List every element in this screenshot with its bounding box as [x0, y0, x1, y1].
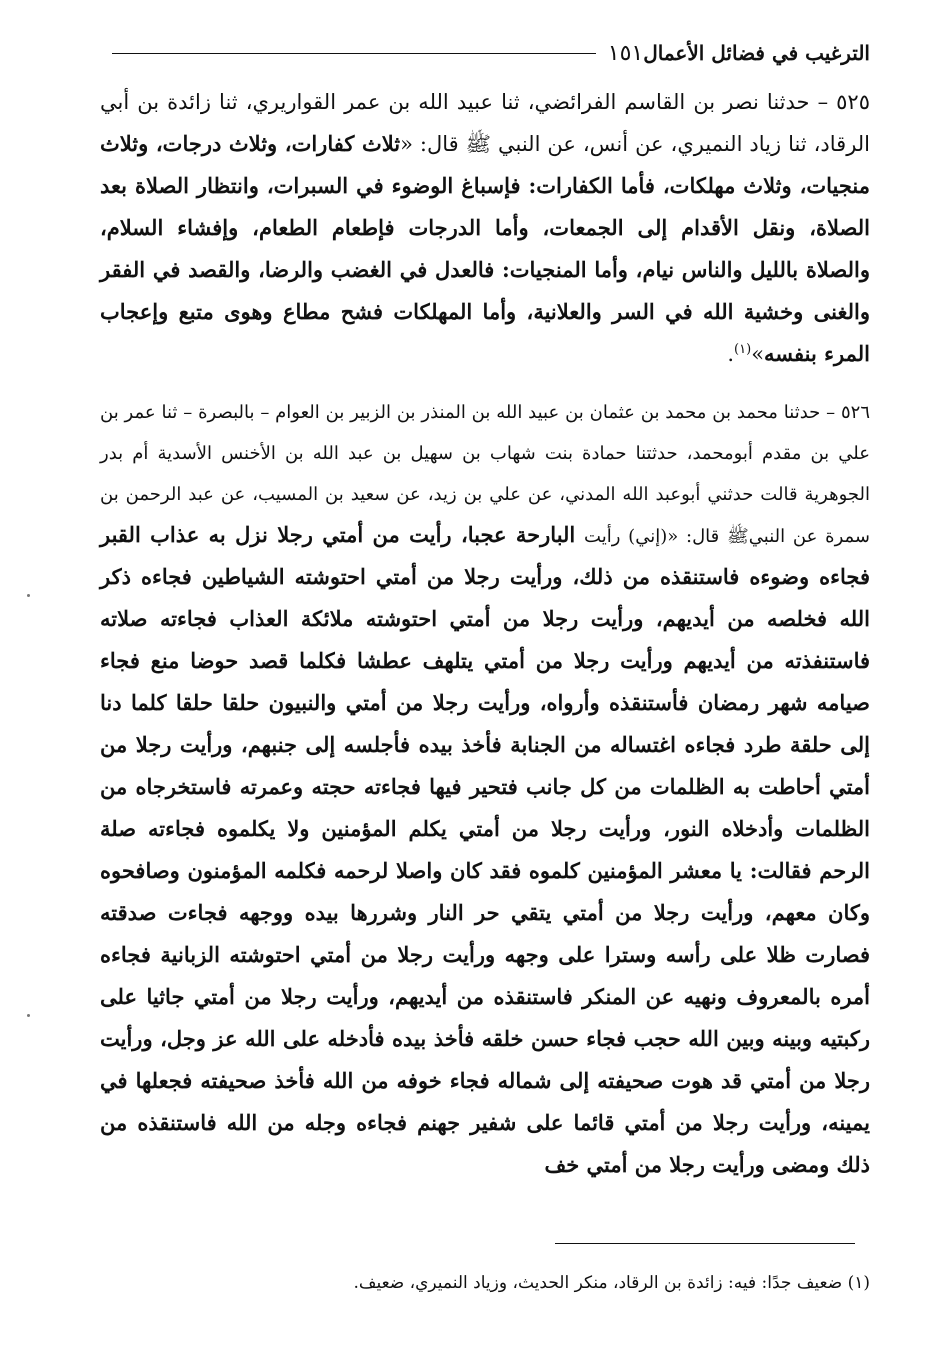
book-title: الترغيب في فضائل الأعمال	[643, 41, 870, 65]
footnote-1: (١) ضعيف جدًا: فيه: زائدة بن الرقاد، منكر الحديث، وزياد النميري، ضعيف.	[353, 1273, 870, 1293]
footnote-reference[interactable]: (١)	[734, 342, 752, 357]
hadith-525-matn: ثلاث كفارات، وثلاث درجات، وثلاث منجيات، وثلاث مهلكات، فأما الكفارات: فإسباغ الوضوء في السبرات، وانتظار الصلاة بعد الصلاة، ونقل الأقدام إلى الجمعات، وأما الدرجات فإطعام الطعام، وإفشاء السلام، والصلاة بالليل والناس نيام، وأما المنجيات: فالعدل في الغضب والرضا، والقصد في الفقر والغنى وخشية الله في السر والعلانية، وأما المهلكات فشح مطاع وهوى متبع وإعجاب المرء بنفسه	[100, 131, 870, 366]
page-number: ١٥١	[607, 40, 644, 66]
hadith-526-matn: البارحة عجبا، رأيت من أمتي رجلا نزل به عذاب القبر فجاءه وضوءه فاستنقذه من ذلك، ورأيت رجلا من أمتي احتوشته الشياطين فجاءه ذكر الله فخلصه من أيديهم، ورأيت رجلا من أمتي احتوشته ملائكة العذاب فجاءته صلاته فاستنفذته من أيديهم ورأيت رجلا من أمتي يتلهف عطشا فكلما قصد حوضا منع فجاء صيامه شهر رمضان فأستنقذه وأرواه، ورأيت رجلا من أمتي والنبيون حلقا حلقا كلما دنا إلى حلقة طرد فجاءه اغتساله من الجنابة فأخذ بيده فأجلسه إلى جنبهم، ورأيت رجلا من أمتي أحاطت به الظلمات من كل جانب فتحير فيها فجاءته حجته وعمرته فاستخرجاه من الظلمات وأدخلاه النور، ورأيت رجلا من أمتي يكلم المؤمنين ولا يكلموه فجاءته صلة الرحم فقالت: يا معشر المؤمنين كلموه فقد كان واصلا لرحمه فكلمه المؤمنون وصافحوه وكان معهم، ورأيت رجلا من أمتي يتقي حر النار وشررها بيده ووجهه فجاءت صدقته فصارت ظلا على رأسه وسترا على وجهه ورأيت رجلا من أمتي احتوشته الزبانية فجاءه أمره بالمعروف ونهيه عن المنكر فاستنقذه من أيديهم، ورأيت رجلا من أمتي جاثيا على ركبتيه وبينه وبين الله حجب فجاء حسن خلقه فأخذ بيده فأدخله على الله عز وجل، ورأيت رجلا من أمتي قد هوت صحيفته إلى شماله فجاء خوفه من الله فأخذ صحيفته فجعلها في يمينه، ورأيت رجلا من أمتي قائما على شفير جهنم فجاءه وجله من الله فاستنقذه من ذلك ومضى ورأيت رجلا من أمتي خف	[100, 522, 870, 1177]
running-header	[100, 38, 870, 68]
hadith-525-closing-quote: »	[751, 342, 765, 366]
hadith-525	[100, 82, 870, 375]
scan-speck	[27, 1014, 30, 1017]
hadith-526	[100, 391, 870, 1186]
hadith-526-isnad: ٥٢٦ – حدثنا محمد بن محمد بن عثمان بن عبيد الله بن المنذر بن الزبير بن العوام – بالبصرة – ثنا عمر بن علي بن مقدم أبومحمد، حدثتنا حمادة بنت شهاب بن سهيل بن عبد الله بن الأخنس الأسدية أم بدر الجوهرية قالت حدثني أبوعبد الله المدني، عن علي بن زيد، عن سعيد بن المسيب، عن عبد الرحمن بن سمرة عن النبيﷺ قال: «(إني) رأيت	[100, 402, 870, 547]
main-text	[100, 82, 870, 1186]
footnotes	[100, 1268, 870, 1298]
hadith-525-end-period: .	[727, 342, 735, 366]
header-rule	[112, 53, 596, 54]
footnote-separator	[555, 1243, 855, 1244]
hadith-525-isnad: ٥٢٥ – حدثنا نصر بن القاسم الفرائضي، ثنا عبيد الله بن عمر القواريري، ثنا زائدة بن أبي الرقاد، ثنا زياد النميري، عن أنس، عن النبي ﷺ قال: «	[100, 90, 871, 156]
scan-speck	[27, 594, 30, 597]
